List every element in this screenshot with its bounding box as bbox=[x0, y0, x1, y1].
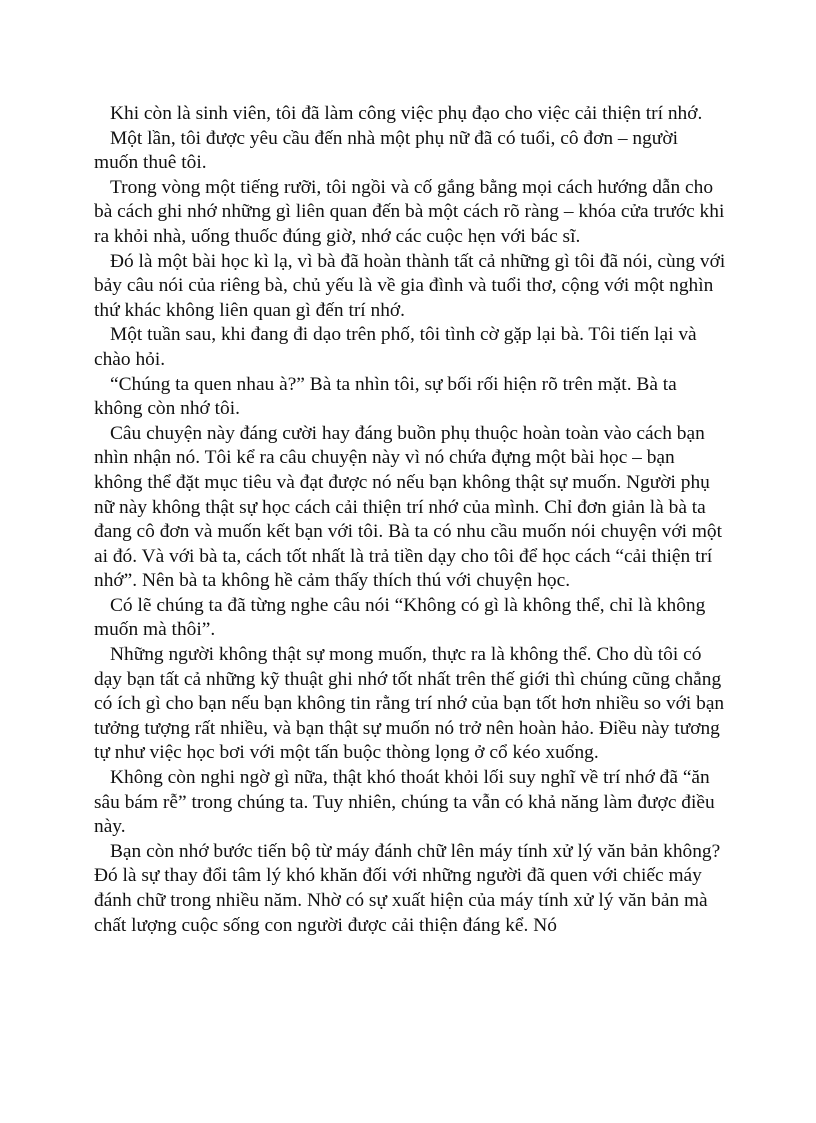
paragraph: Những người không thật sự mong muốn, thực ra là không thể. Cho dù tôi có dạy bạn tất cả những kỹ thuật ghi nhớ tốt nhất trên thế giới thì chúng cũng chẳng có ích gì cho bạn nếu bạn không tin rằng trí nhớ của bạn tốt hơn nhiều so với bạn tưởng tượng rất nhiều, và bạn thật sự muốn nó trở nên hoàn hảo. Điều này tương tự như việc học bơi với một tấn buộc thòng lọng ở cổ kéo xuống. bbox=[94, 644, 725, 764]
paragraph: “Chúng ta quen nhau à?” Bà ta nhìn tôi, sự bối rối hiện rõ trên mặt. Bà ta không còn nhớ tôi. bbox=[94, 373, 677, 420]
paragraph: Một tuần sau, khi đang đi dạo trên phố, tôi tình cờ gặp lại bà. Tôi tiến lại và chào hỏi. bbox=[94, 324, 697, 370]
paragraph: Khi còn là sinh viên, tôi đã làm công việc phụ đạo cho việc cải thiện trí nhớ. bbox=[110, 103, 703, 124]
paragraph: Đó là một bài học kì lạ, vì bà đã hoàn thành tất cả những gì tôi đã nói, cùng với bảy câu nói của riêng bà, chủ yếu là về gia đình và tuổi thơ, cộng với một nghìn thứ khác không liên quan gì đến trí nhớ. bbox=[94, 250, 726, 321]
paragraph: Một lần, tôi được yêu cầu đến nhà một phụ nữ đã có tuổi, cô đơn – người muốn thuê tôi. bbox=[94, 127, 678, 174]
paragraph: Bạn còn nhớ bước tiến bộ từ máy đánh chữ lên máy tính xử lý văn bản không? Đó là sự thay đổi tâm lý khó khăn đối với những người đã quen với chiếc máy đánh chữ trong nhiều năm. Nhờ có sự xuất hiện của máy tính xử lý văn bản mà chất lượng cuộc sống con người được cải thiện đáng kể. Nó bbox=[94, 840, 721, 936]
body-text bbox=[94, 102, 726, 938]
paragraph: Trong vòng một tiếng rưỡi, tôi ngồi và cố gắng bằng mọi cách hướng dẫn cho bà cách ghi nhớ những gì liên quan đến bà một cách rõ ràng – khóa cửa trước khi ra khỏi nhà, uống thuốc đúng giờ, nhớ các cuộc hẹn với bác sĩ. bbox=[94, 176, 725, 247]
paragraph: Không còn nghi ngờ gì nữa, thật khó thoát khỏi lối suy nghĩ về trí nhớ đã “ăn sâu bám rễ” trong chúng ta. Tuy nhiên, chúng ta vẫn có khả năng làm được điều này. bbox=[94, 767, 715, 838]
paragraph: Có lẽ chúng ta đã từng nghe câu nói “Không có gì là không thể, chỉ là không muốn mà thôi”. bbox=[94, 594, 706, 641]
paragraph: Câu chuyện này đáng cười hay đáng buồn phụ thuộc hoàn toàn vào cách bạn nhìn nhận nó. Tôi kể ra câu chuyện này vì nó chứa đựng một bài học – bạn không thể đặt mục tiêu và đạt được nó nếu bạn không thật sự muốn. Người phụ nữ này không thật sự học cách cải thiện trí nhớ của mình. Chỉ đơn giản là bà ta đang cô đơn và muốn kết bạn với tôi. Bà ta có nhu cầu muốn nói chuyện với một ai đó. Và với bà ta, cách tốt nhất là trả tiền dạy cho tôi để học cách “cải thiện trí nhớ”. Nên bà ta không hề cảm thấy thích thú với chuyện học. bbox=[94, 422, 722, 592]
